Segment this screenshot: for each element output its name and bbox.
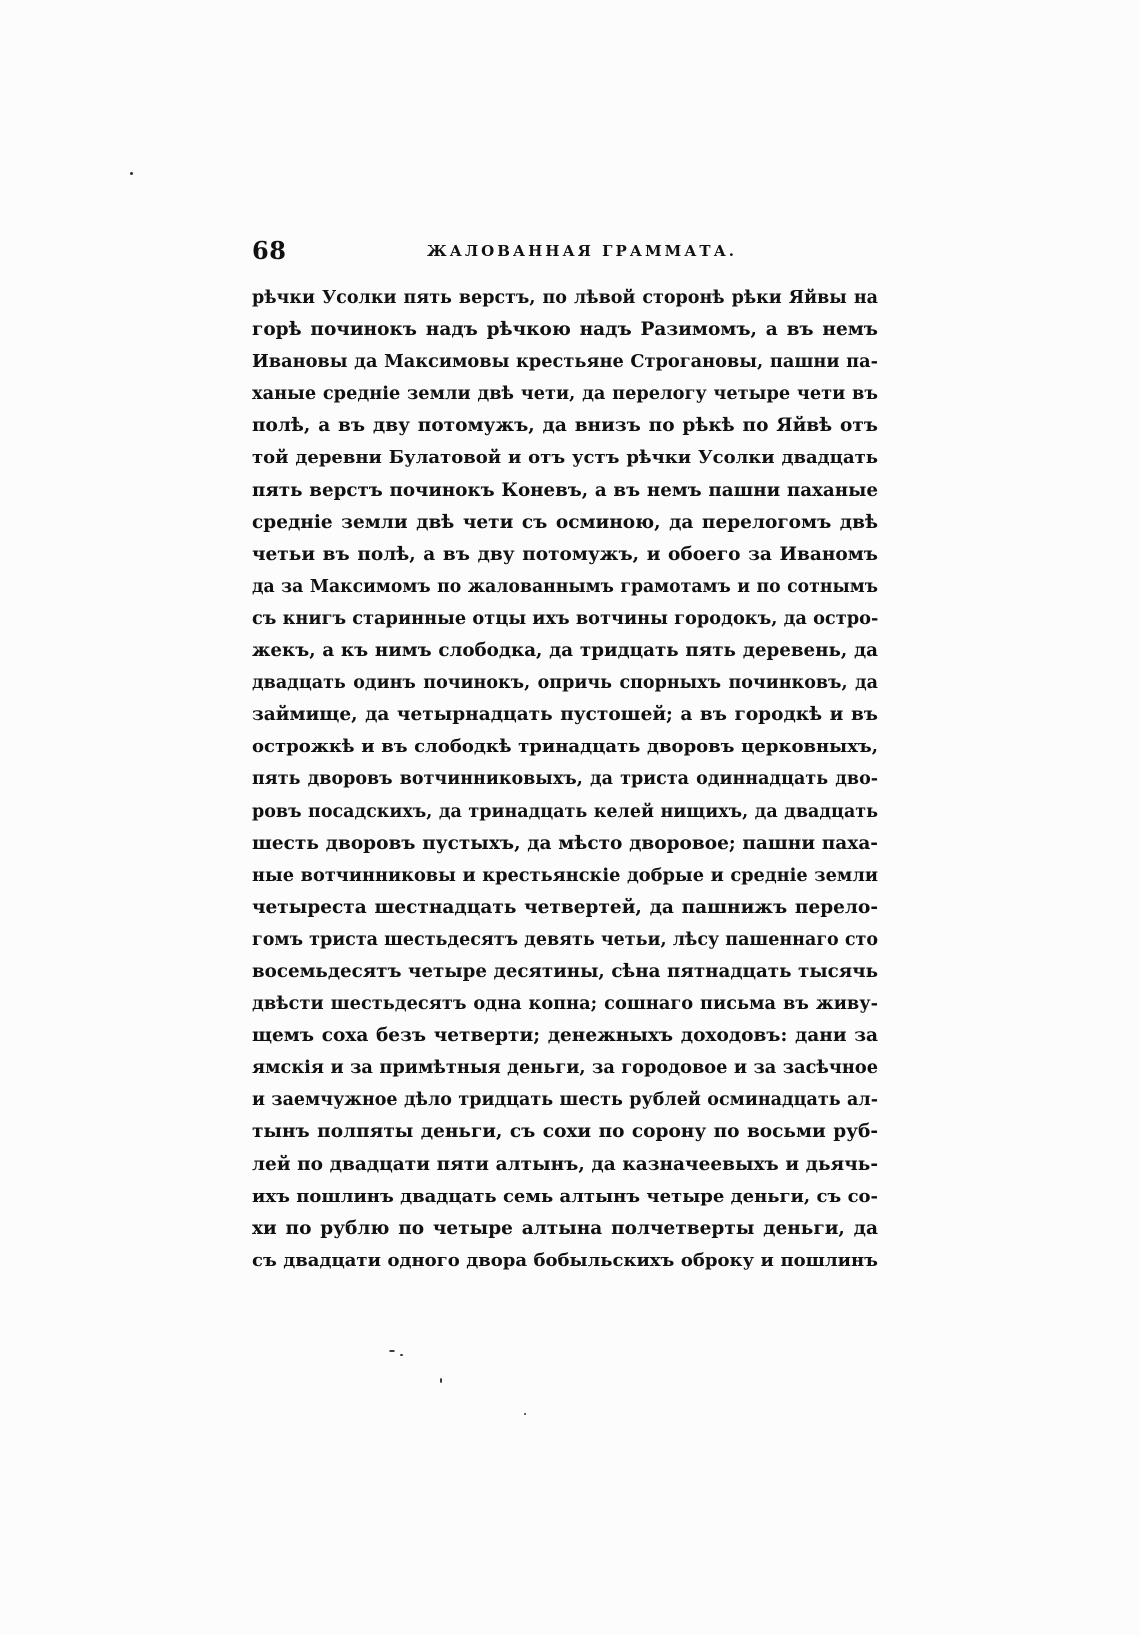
text-line: двадцать одинъ починокъ, опричь спорныхъ починковъ, да: [252, 673, 878, 694]
scan-speck: [389, 1350, 395, 1352]
scan-speck: [130, 172, 133, 175]
text-line: двѣсти шестьдесятъ одна копна; сошнаго письма въ живу-: [252, 993, 878, 1015]
running-title: ЖАЛОВАННАЯ ГРАММАТА.: [427, 242, 738, 260]
text-line: ровъ посадскихъ, да тринадцать келей нищихъ, да двадцать: [252, 801, 878, 822]
text-line: ямскія и за примѣтныя деньги, за городовое и за засѣчное: [252, 1057, 878, 1079]
text-line: хи по рублю по четыре алтына полчетверты деньги, да: [252, 1217, 878, 1239]
text-line: съ книгъ старинные отцы ихъ вотчины городокъ, да остро-: [252, 607, 878, 629]
text-line: Ивановы да Максимовы крестьяне Строгановы, пашни па-: [252, 351, 878, 373]
text-line: щемъ соха безъ четверти; денежныхъ доходовъ: дани за: [252, 1025, 878, 1047]
text-line: острожкѣ и въ слободкѣ тринадцать дворовъ церковныхъ,: [252, 736, 878, 758]
page-header: [252, 234, 878, 268]
text-line: полѣ, а въ дву потомужъ, да внизъ по рѣкѣ по Яйвѣ отъ: [252, 415, 878, 437]
text-line: лей по двадцати пяти алтынъ, да казначеевыхъ и дьячь-: [252, 1153, 878, 1175]
text-line: да за Максимомъ по жалованнымъ грамотамъ и по сотнымъ: [252, 576, 878, 597]
scan-speck: [400, 1354, 403, 1356]
text-line: той деревни Булатовой и отъ устъ рѣчки Усолки двадцать: [252, 447, 878, 469]
text-line: съ двадцати одного двора бобыльскихъ оброку и пошлинъ: [252, 1249, 878, 1271]
text-line: ханые средніе земли двѣ чети, да перелогу четыре чети въ: [252, 383, 878, 405]
text-line: гомъ триста шестьдесятъ девять четьи, лѣсу пашеннаго сто: [252, 929, 878, 950]
text-line: горѣ починокъ надъ рѣчкою надъ Разимомъ, а въ немъ: [252, 319, 878, 341]
text-line: шесть дворовъ пустыхъ, да мѣсто дворовое; пашни паха-: [252, 832, 878, 854]
text-line: рѣчки Усолки пять верстъ, по лѣвой сторонѣ рѣки Яйвы на: [252, 288, 878, 308]
text-line: четыреста шестнадцать четвертей, да пашнижъ перело-: [252, 896, 878, 918]
text-line: тынъ полпяты деньги, съ сохи по сорону по восьми руб-: [252, 1121, 878, 1143]
text-line: ихъ пошлинъ двадцать семь алтынъ четыре деньги, съ со-: [252, 1185, 878, 1207]
scan-speck: [440, 1378, 442, 1383]
text-line: жекъ, а къ нимъ слободка, да тридцать пять деревень, да: [252, 640, 878, 662]
text-line: средніе земли двѣ чети съ осминою, да перелогомъ двѣ: [252, 511, 878, 533]
text-line: восемьдесятъ четыре десятины, сѣна пятнадцать тысячь: [252, 960, 878, 982]
text-line: и заемчужное дѣло тридцать шесть рублей осминадцать ал-: [252, 1090, 878, 1111]
text-line: пять дворовъ вотчинниковыхъ, да триста одиннадцать дво-: [252, 769, 878, 790]
text-line: ные вотчинниковы и крестьянскіе добрые и средніе земли: [252, 864, 878, 886]
page-number: 68: [252, 236, 287, 265]
body-text: [252, 282, 878, 1277]
text-line: пять верстъ починокъ Коневъ, а въ немъ пашни паханые: [252, 479, 878, 501]
text-line: четьи въ полѣ, а въ дву потомужъ, и обоего за Иваномъ: [252, 543, 878, 565]
scan-speck: [524, 1413, 526, 1415]
text-line: займище, да четырнадцать пустошей; а въ городкѣ и въ: [252, 704, 878, 726]
